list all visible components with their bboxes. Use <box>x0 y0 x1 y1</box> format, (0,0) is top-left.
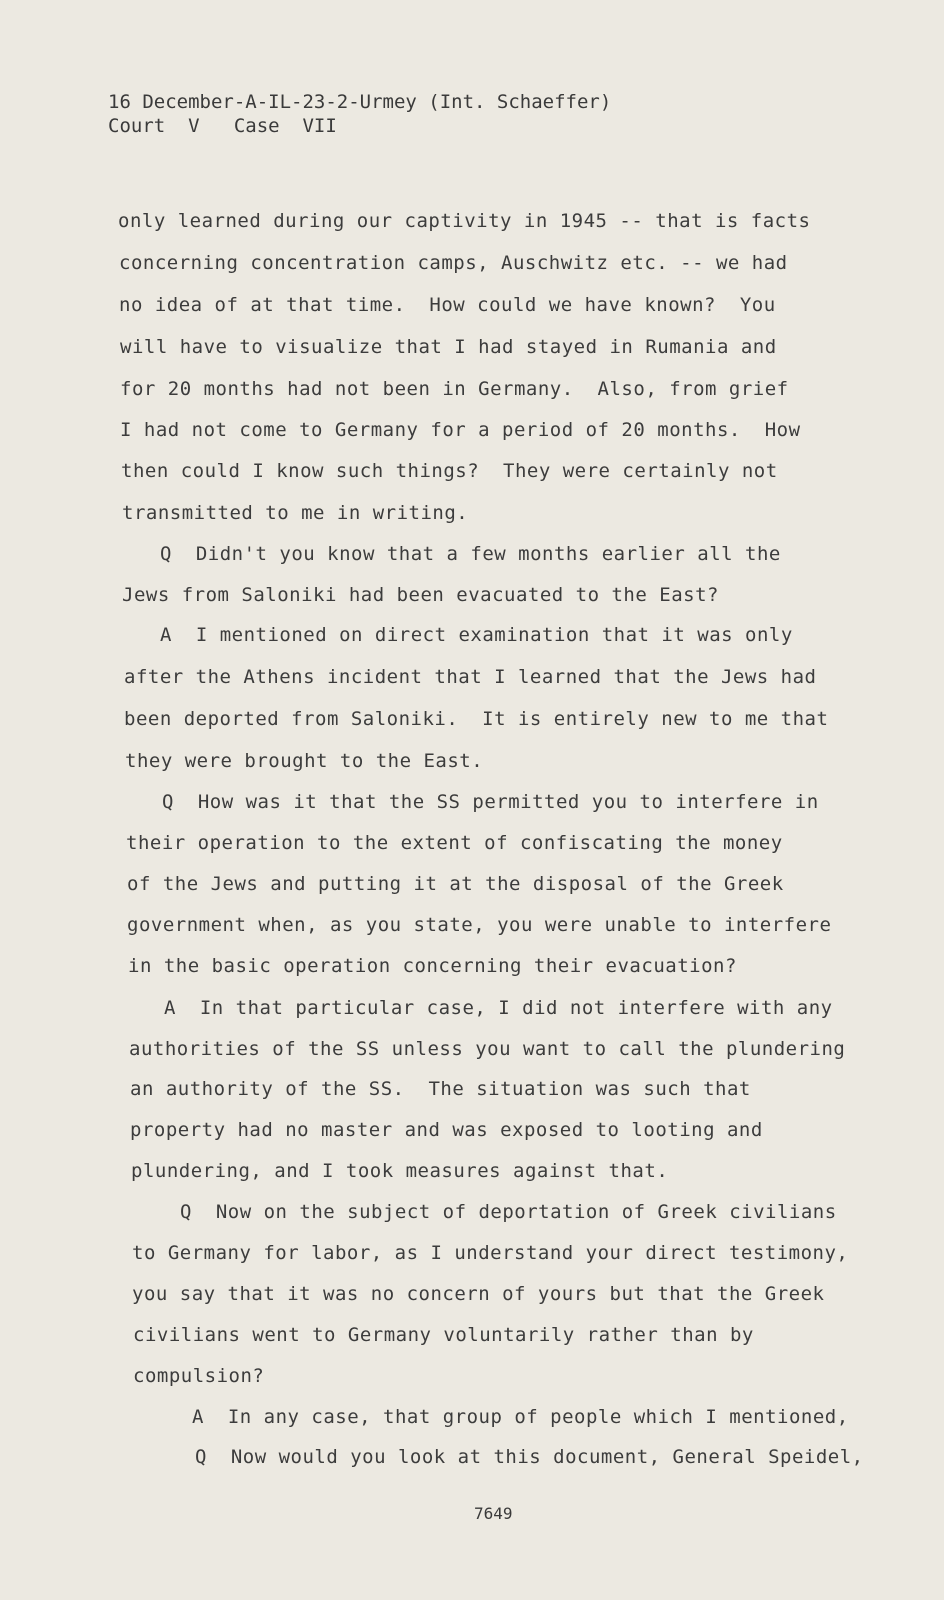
body-line: after the Athens incident that I learned that the Jews had <box>124 666 817 688</box>
body-line: of the Jews and putting it at the disposal of the Greek <box>127 873 784 895</box>
answer-line: A In any case, that group of people which I mentioned, <box>192 1406 849 1428</box>
body-line: no idea of at that time. How could we have known? You <box>119 294 776 316</box>
body-line: civilians went to Germany voluntarily rather than by <box>133 1324 754 1346</box>
body-line: plundering, and I took measures against that. <box>131 1160 669 1182</box>
body-line: then could I know such things? They were certainly not <box>121 460 778 482</box>
body-line: to Germany for labor, as I understand your direct testimony, <box>132 1242 849 1264</box>
document-header <box>108 90 611 138</box>
body-line: in the basic operation concerning their evacuation? <box>128 955 737 977</box>
question-line: Q How was it that the SS permitted you to interfere in <box>162 791 819 813</box>
body-line: they were brought to the East. <box>125 750 484 772</box>
question-line: Q Didn't you know that a few months earlier all the <box>160 543 781 565</box>
body-line: Jews from Saloniki had been evacuated to the East? <box>122 584 719 606</box>
body-line: compulsion? <box>133 1365 265 1387</box>
question-line: Q Now would you look at this document, General Speidel, <box>195 1446 864 1468</box>
body-line: transmitted to me in writing. <box>122 502 469 524</box>
body-line: property had no master and was exposed to looting and <box>130 1119 763 1141</box>
answer-line: A I mentioned on direct examination that it was only <box>160 624 793 646</box>
body-line: their operation to the extent of confiscating the money <box>126 832 783 854</box>
body-line: I had not come to Germany for a period of 20 months. How <box>120 419 801 441</box>
body-line: concerning concentration camps, Auschwitz etc. -- we had <box>119 252 788 274</box>
body-line: authorities of the SS unless you want to call the plundering <box>129 1038 846 1060</box>
body-line: for 20 months had not been in Germany. Also, from grief <box>120 378 789 400</box>
header-line-2: Court V Case VII <box>108 115 337 137</box>
answer-line: A In that particular case, I did not interfere with any <box>164 997 833 1019</box>
body-line: you say that it was no concern of yours but that the Greek <box>132 1283 825 1305</box>
header-line-1: 16 December-A-IL-23-2-Urmey (Int. Schaeffer) <box>108 91 612 113</box>
body-line: government when, as you state, you were unable to interfere <box>127 914 832 936</box>
body-line: only learned during our captivity in 1945 -- that is facts <box>118 210 811 232</box>
question-line: Q Now on the subject of deportation of Greek civilians <box>180 1201 837 1223</box>
body-line: an authority of the SS. The situation was such that <box>130 1078 751 1100</box>
body-line: will have to visualize that I had stayed in Rumania and <box>120 336 777 358</box>
page-number: 7649 <box>474 1504 513 1523</box>
body-line: been deported from Saloniki. It is entirely new to me that <box>124 708 829 730</box>
